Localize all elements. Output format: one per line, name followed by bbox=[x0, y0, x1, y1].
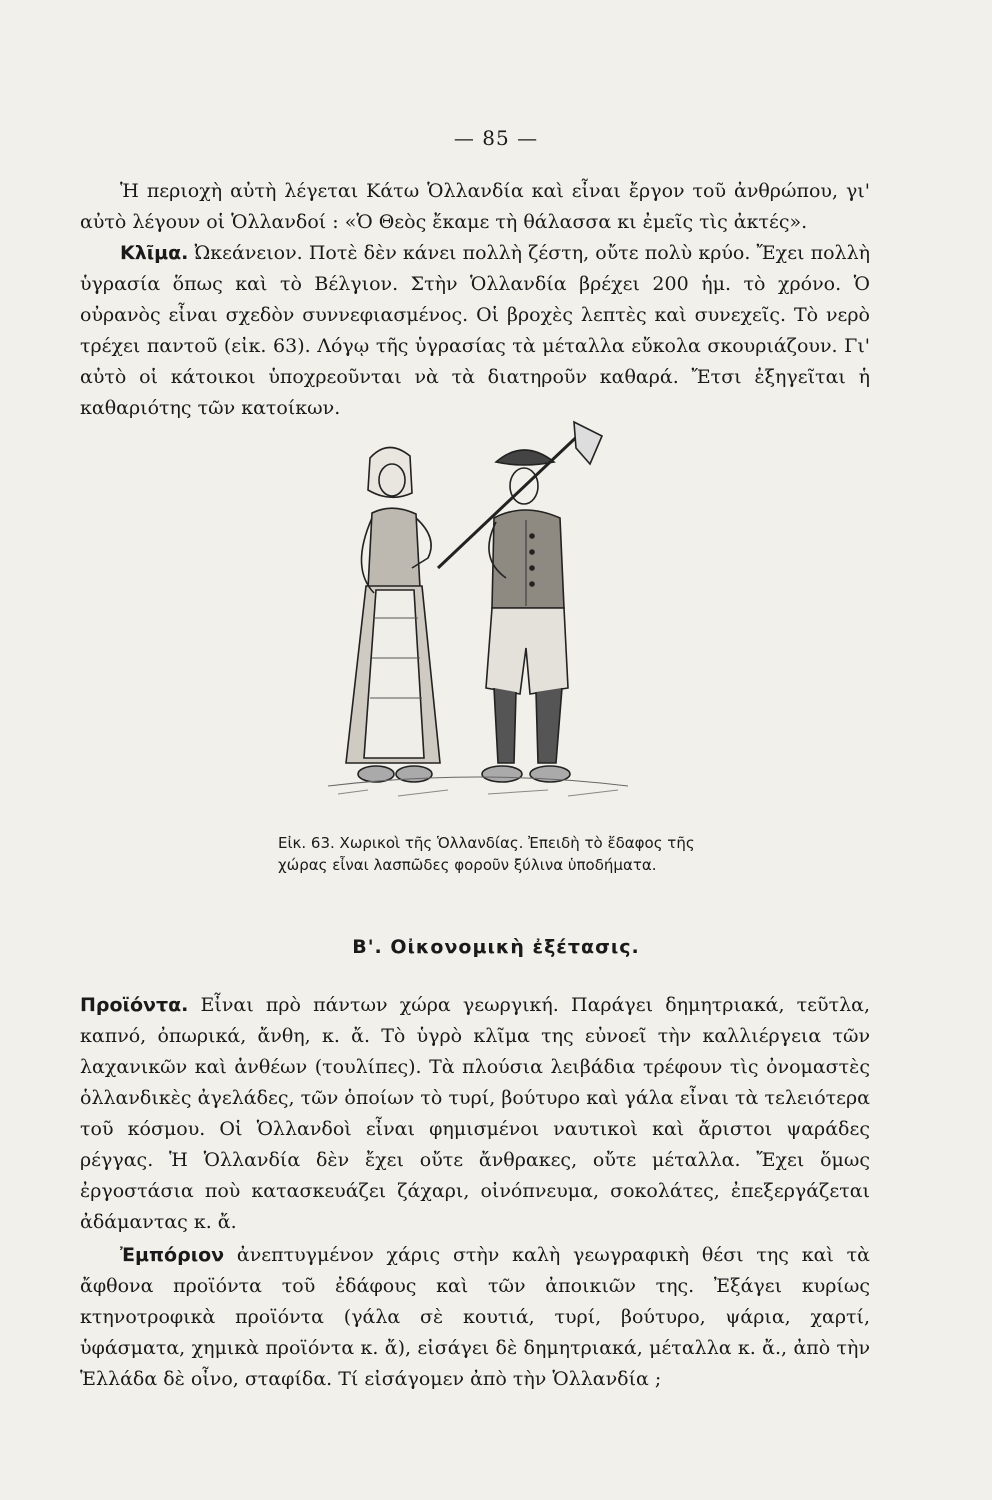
figure-dutch-peasants-illustration bbox=[328, 418, 628, 818]
page-number: — 85 — bbox=[453, 126, 539, 150]
climate-text: Ὠκεάνειον. Ποτὲ δὲν κάνει πολλὴ ζέστη, οὔτε πολὺ κρύο. Ἔχει πολλὴ ὑγρασία ὅπως καὶ τὸ Βέλγιον. Στὴν Ὁλλανδία βρέχει 200 ἡμ. τὸ χρόνο. Ὁ οὐρανὸς εἶναι σχεδὸν συννεφιασμένος. Οἱ βροχὲς λεπτὲς καὶ συνεχεῖς. Τὸ νερὸ τρέχει παντοῦ (εἰκ. 63). Λόγῳ τῆς ὑγρασίας τὰ μέταλλα εὔκολα σκουριάζουν. Γι' αὐτὸ οἱ κάτοικοι ὑποχρεοῦνται νὰ τὰ διατηροῦν καθαρά. Ἔτσι ἐξηγεῖται ἡ καθαριότης τῶν κατοίκων. bbox=[80, 242, 870, 419]
woman-bodice bbox=[368, 508, 420, 588]
climate-heading: Κλῖμα. bbox=[120, 242, 189, 264]
products-paragraph bbox=[80, 990, 870, 1238]
trade-text: ἀνεπτυγμένον χάρις στὴν καλὴ γεωγραφικὴ θέσι της καὶ τὰ ἄφθονα προϊόντα τοῦ ἐδάφους καὶ τῶν ἀποικιῶν της. Ἐξάγει κυρίως κτηνοτροφικὰ προϊόντα (γάλα σὲ κουτιά, τυρί, βούτυρο, ψάρια, χαρτί, ὑφάσματα, χημικὰ προϊόντα κ. ἄ), εἰσάγει δὲ δημητριακά, μέταλλα κ. ἄ., ἀπὸ τὴν Ἑλλάδα δὲ οἶνο, σταφίδα. Τί εἰσάγομεν ἀπὸ τὴν Ὁλλανδία ; bbox=[80, 1244, 870, 1390]
hoe-blade bbox=[574, 422, 602, 464]
man-hat bbox=[496, 450, 554, 465]
economy-text-block bbox=[80, 990, 870, 1395]
woman-bonnet bbox=[368, 447, 412, 497]
products-text: Εἶναι πρὸ πάντων χώρα γεωργική. Παράγει δημητριακά, τεῦτλα, καπνό, ὀπωρικά, ἄνθη, κ. ἄ. Τὸ ὑγρὸ κλῖμα της εὐνοεῖ τὴν καλλιέργεια τῶν λαχανικῶν καὶ ἀνθέων (τουλίπες). Τὰ πλούσια λειβάδια τρέφουν τὶς ὀνομαστὲς ὁλλανδικὲς ἀγελάδες, τῶν ὁποίων τὸ τυρί, βούτυρο καὶ γάλα εἶναι τὰ τελειότερα τοῦ κόσμου. Οἱ Ὁλλανδοὶ εἶναι φημισμένοι ναυτικοὶ καὶ ἄριστοι ψαράδες ρέγγας. Ἡ Ὁλλανδία δὲν ἔχει οὔτε ἄνθρακες, οὔτε μέταλλα. Ἔχει ὅμως ἐργοστάσια ποὺ κατασκευάζει ζάχαρι, οἰνόπνευμα, σοκολάτες, ἐπεξεργάζεται ἀδάμαντας κ. ἄ. bbox=[80, 994, 870, 1233]
man-jacket bbox=[492, 510, 564, 608]
intro-paragraph bbox=[80, 176, 870, 238]
products-heading: Προϊόντα. bbox=[80, 994, 189, 1016]
trade-paragraph bbox=[80, 1240, 870, 1395]
climate-paragraph bbox=[80, 238, 870, 424]
trade-heading: Ἐμπόριον bbox=[120, 1244, 225, 1266]
intro-p1: Ἡ περιοχὴ αὐτὴ λέγεται Κάτω Ὁλλανδία καὶ εἶναι ἔργον τοῦ ἀνθρώπου, γι' αὐτὸ λέγουν οἱ Ὁλλανδοί : «Ὁ Θεὸς ἔκαμε τὴ θάλασσα κι ἐμεῖς τὶς ἀκτές». bbox=[80, 180, 870, 233]
man-breeches bbox=[486, 608, 568, 694]
woman-clog-left bbox=[358, 766, 394, 782]
figure-caption: Εἰκ. 63. Χωρικοὶ τῆς Ὁλλανδίας. Ἐπειδὴ τὸ ἔδαφος τῆς χώρας εἶναι λασπῶδες φοροῦν ξύλινα ὑποδήματα. bbox=[278, 834, 695, 874]
section-title: Β'. Οἰκονομικὴ ἐξέτασις. bbox=[352, 936, 640, 958]
intro-text-block bbox=[80, 176, 870, 424]
man-leg-right bbox=[536, 688, 562, 763]
man-leg-left bbox=[494, 688, 516, 763]
man-clog-left bbox=[482, 766, 522, 782]
